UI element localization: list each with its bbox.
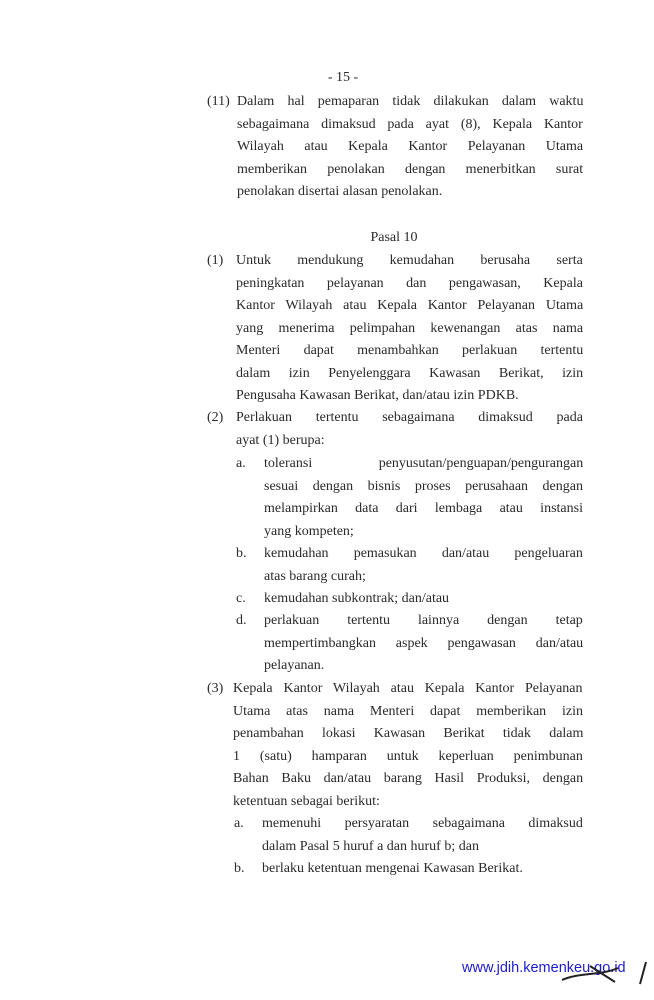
- item-letter: b.: [234, 861, 245, 876]
- text-line: Pengusaha Kawasan Berikat, dan/atau izin PDKB.: [236, 388, 519, 403]
- text-line: Kepala Kantor Wilayah atau Kepala Kantor Pelayanan: [233, 681, 583, 696]
- pasal-title: Pasal 10: [370, 230, 418, 245]
- text-line: penambahan lokasi Kawasan Berikat tidak dalam: [233, 726, 584, 741]
- item-letter: a.: [234, 816, 244, 831]
- text-line: berlaku ketentuan mengenai Kawasan Berikat.: [262, 861, 523, 876]
- paragraph-number: (11): [207, 94, 230, 109]
- text-line: Bahan Baku dan/atau barang Hasil Produksi, dengan: [233, 771, 584, 786]
- text-line: memberikan penolakan dengan menerbitkan surat: [237, 161, 584, 177]
- page-number: - 15 -: [327, 70, 359, 85]
- paragraph-number: (2): [207, 410, 224, 425]
- text-line: dalam izin Penyelenggara Kawasan Berikat, izin: [236, 365, 584, 381]
- text-line: perlakuan tertentu lainnya dengan tetap: [264, 613, 583, 628]
- text-line: ayat (1) berupa:: [236, 432, 325, 448]
- text-line: mempertimbangkan aspek pengawasan dan/atau: [264, 635, 584, 651]
- text-line: sebagaimana dimaksud pada ayat (8), Kepala Kantor: [237, 116, 583, 132]
- paragraph-number: (3): [207, 681, 224, 696]
- text-line: Kantor Wilayah atau Kepala Kantor Pelayanan Utama: [236, 298, 584, 313]
- text-line: Menteri dapat menambahkan perlakuan tertentu: [236, 343, 584, 358]
- item-letter: c.: [236, 591, 246, 606]
- text-line: kemudahan pemasukan dan/atau pengeluaran: [264, 546, 583, 561]
- text-line: penolakan disertai alasan penolakan.: [237, 184, 443, 199]
- text-line: Perlakuan tertentu sebagaimana dimaksud pada: [236, 410, 583, 425]
- item-letter: d.: [236, 613, 247, 628]
- text-line: Wilayah atau Kepala Kantor Pelayanan Utama: [237, 139, 584, 154]
- footer-link[interactable]: www.jdih.kemenkeu.go.id: [462, 960, 626, 976]
- item-letter: b.: [236, 546, 247, 561]
- text-line: peningkatan pelayanan dan pengawasan, Kepala: [236, 275, 583, 291]
- text-line: Utama atas nama Menteri dapat memberikan izin: [233, 703, 584, 719]
- text-line: melampirkan data dari lembaga atau instansi: [264, 501, 583, 516]
- signature-initial-icon: [560, 958, 650, 988]
- text-line: toleransi penyusutan/penguapan/pengurangan: [264, 456, 584, 471]
- text-line: dalam Pasal 5 huruf a dan huruf b; dan: [262, 838, 479, 854]
- text-line: 1 (satu) hamparan untuk keperluan penimbunan: [233, 748, 583, 764]
- text-line: ketentuan sebagai berikut:: [233, 793, 380, 809]
- text-line: atas barang curah;: [264, 568, 366, 584]
- item-letter: a.: [236, 456, 246, 471]
- paragraph-number: (1): [207, 253, 224, 268]
- text-line: Untuk mendukung kemudahan berusaha serta: [236, 253, 583, 268]
- text-line: memenuhi persyaratan sebagaimana dimaksud: [262, 816, 583, 831]
- text-line: pelayanan.: [264, 658, 325, 673]
- text-line: sesuai dengan bisnis proses perusahaan dengan: [264, 478, 583, 494]
- text-line: yang menerima pelimpahan kewenangan atas nama: [236, 320, 584, 336]
- text-line: kemudahan subkontrak; dan/atau: [264, 591, 450, 606]
- text-line: Dalam hal pemaparan tidak dilakukan dalam waktu: [237, 94, 584, 109]
- text-line: yang kompeten;: [264, 523, 354, 539]
